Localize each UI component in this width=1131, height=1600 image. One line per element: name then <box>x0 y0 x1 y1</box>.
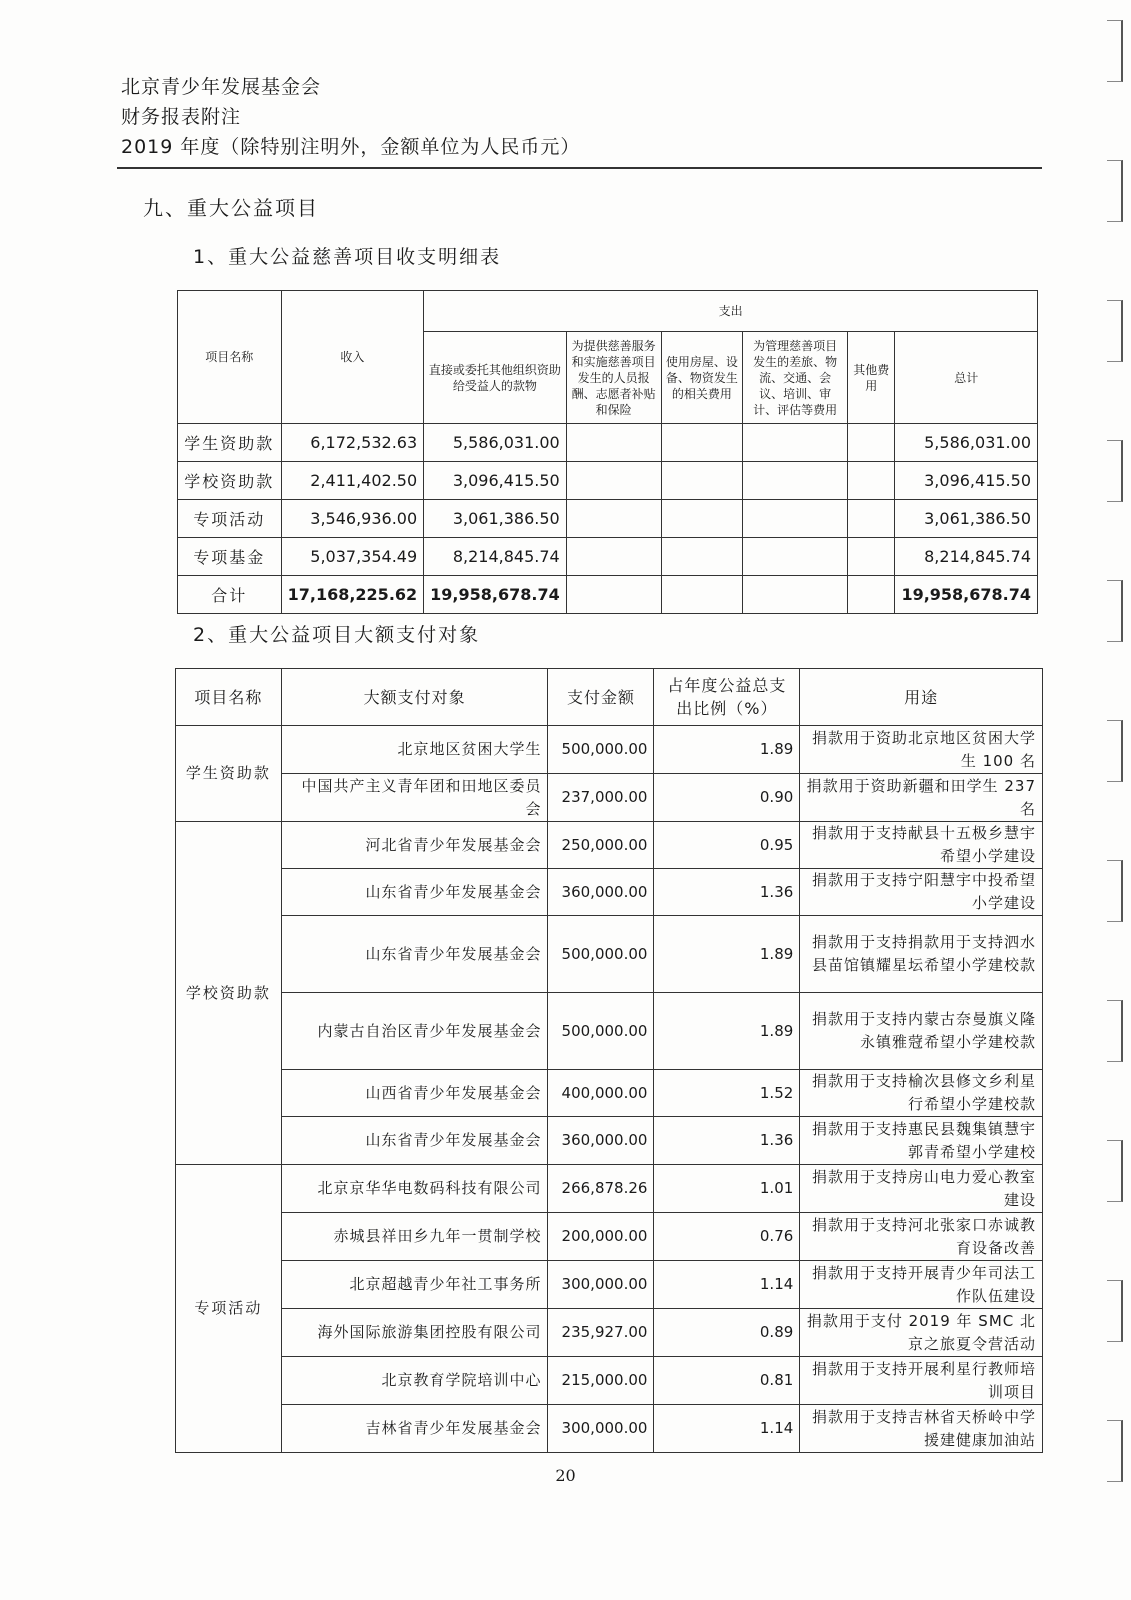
header-income: 收入 <box>281 291 424 424</box>
empty-cell <box>566 500 661 538</box>
direct-cell: 3,096,415.50 <box>424 462 567 500</box>
ratio-cell: 0.95 <box>654 822 800 869</box>
ratio-cell: 0.89 <box>654 1309 800 1357</box>
table-row <box>176 1357 1043 1405</box>
ratio-cell: 1.52 <box>654 1070 800 1117</box>
payee-cell: 吉林省青少年发展基金会 <box>281 1405 548 1453</box>
usage-cell: 捐款用于资助新疆和田学生 237 名 <box>800 774 1043 822</box>
usage-cell: 捐款用于支持吉林省天桥岭中学援建健康加油站 <box>800 1405 1043 1453</box>
direct-cell: 8,214,845.74 <box>424 538 567 576</box>
empty-cell <box>661 424 743 462</box>
empty-cell <box>743 500 848 538</box>
document-header <box>121 72 580 162</box>
ratio-cell: 1.14 <box>654 1405 800 1453</box>
header-personnel: 为提供慈善服务和实施慈善项目发生的人员报酬、志愿者补贴和保险 <box>566 332 661 424</box>
total-cell: 5,586,031.00 <box>895 424 1038 462</box>
ratio-cell: 1.89 <box>654 726 800 774</box>
payee-cell: 山东省青少年发展基金会 <box>281 1117 548 1165</box>
empty-cell <box>848 576 895 614</box>
payee-cell: 内蒙古自治区青少年发展基金会 <box>281 993 548 1070</box>
sum-total: 19,958,678.74 <box>895 576 1038 614</box>
income-cell: 6,172,532.63 <box>281 424 424 462</box>
header-expense: 支出 <box>424 291 1038 332</box>
table-row <box>176 1165 1043 1213</box>
project-name: 学校资助款 <box>176 822 282 1165</box>
table2-title: 2、重大公益项目大额支付对象 <box>193 624 481 646</box>
ratio-cell: 0.81 <box>654 1357 800 1405</box>
usage-cell: 捐款用于支持开展利星行教师培训项目 <box>800 1357 1043 1405</box>
income-cell: 5,037,354.49 <box>281 538 424 576</box>
usage-cell: 捐款用于支持开展青少年司法工作队伍建设 <box>800 1261 1043 1309</box>
table-row <box>176 1070 1043 1117</box>
table-header-row <box>176 669 1043 726</box>
payee-cell: 山西省青少年发展基金会 <box>281 1070 548 1117</box>
payee-cell: 赤城县祥田乡九年一贯制学校 <box>281 1213 548 1261</box>
project-name: 专项活动 <box>176 1165 282 1453</box>
empty-cell <box>566 462 661 500</box>
usage-cell: 捐款用于资助北京地区贫困大学生 100 名 <box>800 726 1043 774</box>
usage-cell: 捐款用于支持宁阳慧宇中投希望小学建设 <box>800 869 1043 916</box>
empty-cell <box>661 462 743 500</box>
empty-cell <box>743 462 848 500</box>
ratio-cell: 1.36 <box>654 869 800 916</box>
amount-cell: 500,000.00 <box>548 993 654 1070</box>
large-payment-table <box>175 668 1043 1453</box>
header-other: 其他费用 <box>848 332 895 424</box>
header-project-name: 项目名称 <box>178 291 282 424</box>
table-row <box>176 1405 1043 1453</box>
income-expense-table <box>177 290 1038 614</box>
table-row <box>176 993 1043 1070</box>
header-project: 项目名称 <box>176 669 282 726</box>
amount-cell: 266,878.26 <box>548 1165 654 1213</box>
binder-mark <box>1107 1280 1123 1342</box>
header-property: 使用房屋、设备、物资发生的相关费用 <box>661 332 743 424</box>
table-row <box>176 1261 1043 1309</box>
project-name: 学校资助款 <box>178 462 282 500</box>
table-row <box>176 1309 1043 1357</box>
table-row <box>176 916 1043 993</box>
amount-cell: 300,000.00 <box>548 1405 654 1453</box>
project-name: 专项基金 <box>178 538 282 576</box>
payee-cell: 海外国际旅游集团控股有限公司 <box>281 1309 548 1357</box>
empty-cell <box>661 500 743 538</box>
amount-cell: 360,000.00 <box>548 1117 654 1165</box>
project-name: 学生资助款 <box>176 726 282 822</box>
total-cell: 3,061,386.50 <box>895 500 1038 538</box>
table-header-row <box>178 291 1038 332</box>
sum-direct: 19,958,678.74 <box>424 576 567 614</box>
table-row <box>178 462 1038 500</box>
empty-cell <box>566 424 661 462</box>
ratio-cell: 0.76 <box>654 1213 800 1261</box>
header-direct: 直接或委托其他组织资助给受益人的款物 <box>424 332 567 424</box>
usage-cell: 捐款用于支持捐款用于支持泗水县苗馆镇耀星坛希望小学建校款 <box>800 916 1043 993</box>
sum-row <box>178 576 1038 614</box>
payee-cell: 北京超越青少年社工事务所 <box>281 1261 548 1309</box>
header-ratio: 占年度公益总支出比例（%） <box>654 669 800 726</box>
amount-cell: 500,000.00 <box>548 916 654 993</box>
report-period: 2019 年度（除特别注明外，金额单位为人民币元） <box>121 136 581 158</box>
empty-cell <box>661 538 743 576</box>
binder-mark <box>1107 20 1123 82</box>
payee-cell: 山东省青少年发展基金会 <box>281 869 548 916</box>
ratio-cell: 1.14 <box>654 1261 800 1309</box>
total-cell: 8,214,845.74 <box>895 538 1038 576</box>
header-amount: 支付金额 <box>548 669 654 726</box>
org-name: 北京青少年发展基金会 <box>121 76 322 98</box>
ratio-cell: 1.89 <box>654 916 800 993</box>
empty-cell <box>848 500 895 538</box>
payee-cell: 北京教育学院培训中心 <box>281 1357 548 1405</box>
amount-cell: 500,000.00 <box>548 726 654 774</box>
usage-cell: 捐款用于支持榆次县修文乡利星行希望小学建校款 <box>800 1070 1043 1117</box>
binder-mark <box>1107 440 1123 502</box>
table-row <box>176 1117 1043 1165</box>
payee-cell: 河北省青少年发展基金会 <box>281 822 548 869</box>
amount-cell: 235,927.00 <box>548 1309 654 1357</box>
income-cell: 3,546,936.00 <box>281 500 424 538</box>
usage-cell: 捐款用于支持内蒙古奈曼旗义隆永镇雅蒄希望小学建校款 <box>800 993 1043 1070</box>
project-name: 专项活动 <box>178 500 282 538</box>
table-row <box>178 538 1038 576</box>
amount-cell: 400,000.00 <box>548 1070 654 1117</box>
binder-mark <box>1107 300 1123 362</box>
header-admin: 为管理慈善项目发生的差旅、物流、交通、会议、培训、审计、评估等费用 <box>743 332 848 424</box>
binder-mark <box>1107 160 1123 222</box>
empty-cell <box>848 462 895 500</box>
sum-label: 合计 <box>178 576 282 614</box>
binder-mark <box>1107 580 1123 642</box>
usage-cell: 捐款用于支持河北张家口赤诚教育设备改善 <box>800 1213 1043 1261</box>
usage-cell: 捐款用于支持献县十五极乡慧宇希望小学建设 <box>800 822 1043 869</box>
empty-cell <box>743 424 848 462</box>
amount-cell: 215,000.00 <box>548 1357 654 1405</box>
section-title: 九、重大公益项目 <box>143 196 319 220</box>
binder-mark <box>1107 1000 1123 1062</box>
sum-income: 17,168,225.62 <box>281 576 424 614</box>
table-row <box>176 822 1043 869</box>
ratio-cell: 1.01 <box>654 1165 800 1213</box>
header-total: 总计 <box>895 332 1038 424</box>
payee-cell: 山东省青少年发展基金会 <box>281 916 548 993</box>
amount-cell: 360,000.00 <box>548 869 654 916</box>
amount-cell: 200,000.00 <box>548 1213 654 1261</box>
empty-cell <box>743 538 848 576</box>
ratio-cell: 1.36 <box>654 1117 800 1165</box>
empty-cell <box>566 538 661 576</box>
table-row <box>176 869 1043 916</box>
ratio-cell: 1.89 <box>654 993 800 1070</box>
usage-cell: 捐款用于支持惠民县魏集镇慧宇郭青希望小学建校 <box>800 1117 1043 1165</box>
page-number: 20 <box>555 1466 576 1485</box>
table-row <box>176 774 1043 822</box>
table-row <box>176 726 1043 774</box>
empty-cell <box>566 576 661 614</box>
table-row <box>176 1213 1043 1261</box>
project-name: 学生资助款 <box>178 424 282 462</box>
payee-cell: 北京地区贫困大学生 <box>281 726 548 774</box>
table-row <box>178 500 1038 538</box>
binder-mark <box>1107 720 1123 782</box>
empty-cell <box>743 576 848 614</box>
ratio-cell: 0.90 <box>654 774 800 822</box>
amount-cell: 237,000.00 <box>548 774 654 822</box>
document-title: 财务报表附注 <box>121 106 242 128</box>
payee-cell: 北京京华华电数码科技有限公司 <box>281 1165 548 1213</box>
direct-cell: 5,586,031.00 <box>424 424 567 462</box>
income-cell: 2,411,402.50 <box>281 462 424 500</box>
empty-cell <box>848 538 895 576</box>
header-payee: 大额支付对象 <box>281 669 548 726</box>
table-row <box>178 424 1038 462</box>
total-cell: 3,096,415.50 <box>895 462 1038 500</box>
binder-mark <box>1107 860 1123 922</box>
usage-cell: 捐款用于支持房山电力爱心教室建设 <box>800 1165 1043 1213</box>
empty-cell <box>661 576 743 614</box>
amount-cell: 250,000.00 <box>548 822 654 869</box>
usage-cell: 捐款用于支付 2019 年 SMC 北京之旅夏令营活动 <box>800 1309 1043 1357</box>
payee-cell: 中国共产主义青年团和田地区委员会 <box>281 774 548 822</box>
direct-cell: 3,061,386.50 <box>424 500 567 538</box>
binder-mark <box>1107 1140 1123 1202</box>
table1-title: 1、重大公益慈善项目收支明细表 <box>193 246 502 268</box>
header-usage: 用途 <box>800 669 1043 726</box>
header-rule <box>117 167 1042 169</box>
empty-cell <box>848 424 895 462</box>
amount-cell: 300,000.00 <box>548 1261 654 1309</box>
